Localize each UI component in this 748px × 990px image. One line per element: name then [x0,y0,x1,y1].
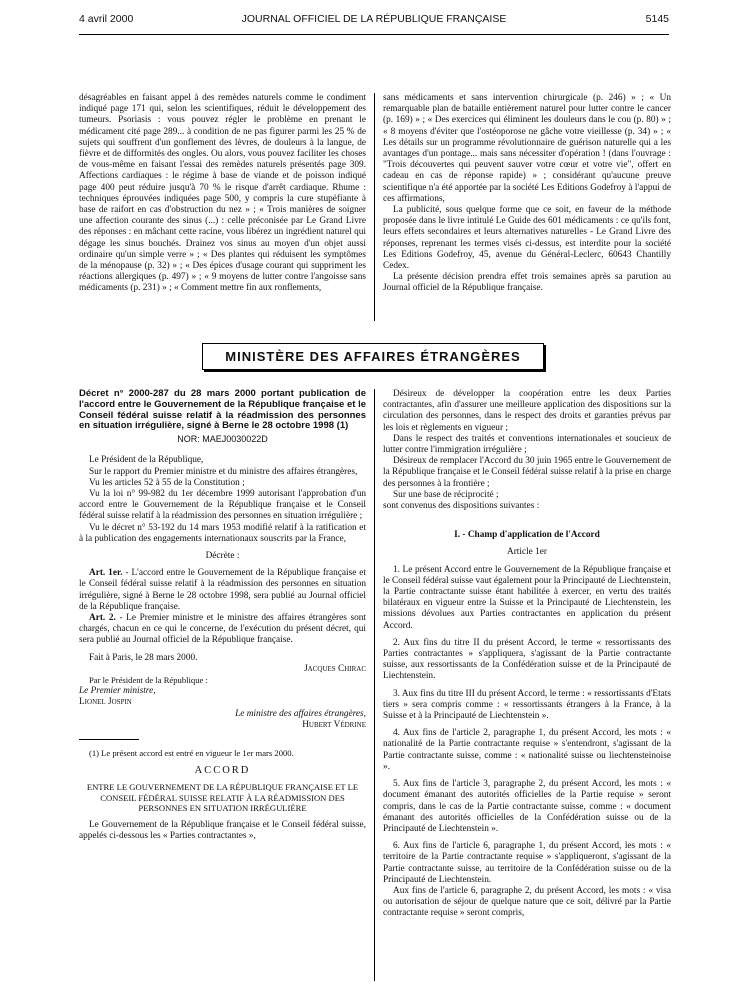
article-heading: Article 1er [506,547,547,558]
decree-title: Décret n° 2000-287 du 28 mars 2000 portant publication de l'accord entre le Gouvernement de la République française et le Conseil fédéral suisse relatif à la réadmission des personnes en situation irrégulière, signé à Berne le 28 octobre 1998 (1) [79,388,366,432]
column-divider [374,389,375,981]
accord-article-paragraph: Aux fins de l'article 6, paragraphe 2, du présent Accord, les mots : « visa ou autorisation de séjour de quelque nature que ce soit, délivré par la Partie contractante requise » seront compris, [383,885,671,919]
page-header [79,14,669,28]
footnote: (1) Le présent accord est entré en vigueur le 1er mars 2000. [89,748,294,759]
accord-article-paragraph: 3. Aux fins du titre III du présent Accord, le terme : « ressortissants d'Etats tiers » sera compris comme : « ressortissants étrangers à la France, à la Suisse et à la Principauté de Liechtenstein ». [383,688,671,722]
article-2 [79,613,366,647]
article-1 [79,568,366,613]
decree-column [79,389,366,842]
by-president: Par le Président de la République : [89,675,208,686]
accord-intro: Le Gouvernement de la République française et le Conseil fédéral suisse, appelés ci-dessous les « Parties contractantes », [79,819,366,841]
top-left-paragraph: désagréables en faisant appel à des remèdes naturels comme le condiment indiqué page 171 qui, selon les scientifiques, réduit le développement des tumeurs. Psoriasis : vous pouvez régler le problème en prenant le médicament cité page 289... à condition de ne pas figurer parmi les 25 % de sujets qui souffrent d'un gonflement des lèvres, de douleurs à la langue, de fièvre et de difformités des ongles. Ou alors, vous pouvez faciliter les choses de vous-même en faisant l'essai des remèdes naturels présentés page 309. Affections cardiaques : le régime à base de viande et de poisson indiqué page 400 peut réduire jusqu'à 70 % le risque d'arrêt cardiaque. Rhume : techniques éprouvées indiquées page 500, y compris la cure stupéfiante à base de raifort en cas d'obstruction du nez » ; « Trois manières de soigner une affection courante des sinus (...) : celle préconisée par Le Grand Livre des réponses : en mâchant cette racine, vous libérez un ingrédient naturel qui dégage les sinus bouchés. Drainez vos sinus au moyen d'un objet aussi ordinaire qu'un simple verre » ; « Des plantes qui réduisent les symptômes de la ménopause (p. 32) » ; « Des épices d'usage courant qui suppriment les réactions allergiques (p. 497) » ; « 9 moyens de lutter contre l'angoisse sans médicaments (p. 231) » ; « Comment mettre fin aux ronflements, [79,93,366,294]
ministry-banner: MINISTÈRE DES AFFAIRES ÉTRANGÈRES [202,343,544,370]
minister-name: Hubert Védrine [302,719,366,730]
article-1-text: - L'accord entre le Gouvernement de la République française et le Conseil fédéral suisse relatif à la réadmission des personnes en situation irrégulière, signé à Berne le 28 octobre 1998, sera publié au Journal officiel de la République française. [79,568,366,612]
decree-paragraph: Sur le rapport du Premier ministre et du ministre des affaires étrangères, [89,466,358,477]
section-heading: I. - Champ d'application de l'Accord [454,530,600,541]
top-right-paragraph: La présente décision prendra effet trois semaines après sa parution au Journal officiel de la République française. [383,272,671,294]
top-right-paragraph: sans médicaments et sans intervention chirurgicale (p. 246) » ; « Un remarquable plan de bataille entièrement naturel pour lutter contre le cancer (p. 169) » ; « Des exercices qui éliminent les douleurs dans le cou (p. 80) » ; « 8 moyens d'éviter que l'ostéoporose ne gâche votre vieillesse (p. 34) » ; « Les détails sur un programme révolutionnaire de guérison naturelle qui a les avantages d'un pontage... mais sans nécessiter d'opération ! (dans l'ouvrage : "Trois découvertes qui peuvent sauver votre cœur et votre vie", offert en cadeau en cas de réponse rapide) » ; considérant qu'aucune preuve scientifique n'a été apportée par la société Les Editions Godefroy à l'appui de ces affirmations, [383,93,671,204]
header-page-number: 5145 [645,13,669,25]
accord-subtitle: ENTRE LE GOUVERNEMENT DE LA RÉPUBLIQUE FRANÇAISE ET LE CONSEIL FÉDÉRAL SUISSE RELATIF À LA RÉADMISSION DES PERSONNES EN SITUATION IRRÉGULIÈRE [86,782,359,814]
accord-article-paragraph: 5. Aux fins de l'article 3, paragraphe 2, du présent Accord, les mots : « document émanant des autorités officielles de la Partie requise » seront compris, dans le cas de la Partie contractante suisse, comme : « document émanant des autorités officielles de la Confédération suisse ou de la Principauté de Liechtenstein ». [383,779,671,834]
column-divider [374,93,375,321]
article-2-label: Art. 2. [89,613,116,624]
accord-paragraph: Désireux de développer la coopération entre les deux Parties contractantes, afin d'assurer une meilleure application des dispositions sur la circulation des personnes, dans le respect des droits et garanties prévus par les lois et règlements en vigueur ; [383,389,671,433]
top-right-column [383,93,671,295]
article-2-text: - Le Premier ministre et le ministre des affaires étrangères sont chargés, chacun en ce qui le concerne, de l'exécution du présent décret, qui sera publié au Journal officiel de la République française. [79,613,366,646]
minister-title: Le ministre des affaires étrangères, [235,708,366,719]
decree-paragraph: Vu le décret n° 53-192 du 14 mars 1953 modifié relatif à la ratification et à la publication des engagements internationaux souscrits par la France, [79,522,366,544]
decree-paragraph: Vu la loi n° 99-982 du 1er décembre 1999 autorisant l'approbation d'un accord entre le Gouvernement de la République française et le Conseil fédéral suisse relatif à la réadmission des personnes en situation irrégulière ; [79,489,366,522]
accord-article-paragraph: 1. Le présent Accord entre le Gouvernement de la République française et le Conseil fédéral suisse vaut également pour la Principauté de Liechtenstein, la Partie contractante suisse étant habilitée à exercer, en vertu des traités bilatéraux en vigueur entre la Suisse et la Principauté de Liechtenstein, les missions dévolues aux Parties contractantes en application du présent Accord. [383,564,671,631]
accord-article-paragraph: 2. Aux fins du titre II du présent Accord, le terme « ressortissants des Parties contractantes » s'appliquera, s'agissant de la Partie contractante suisse, aux ressortissants de la Confédération suisse et de la Principauté de Liechtenstein. [383,637,671,682]
article-1-label: Art. 1er. [89,568,123,579]
pm-name: Lionel Jospin [79,697,132,708]
decree-paragraph: Le Président de la République, [89,455,204,466]
decrete-label: Décrète : [205,551,240,562]
signer-president: Jacques Chirac [304,663,366,674]
pm-title: Le Premier ministre, [79,686,156,697]
decree-nor: NOR: MAEJ0030022D [177,434,268,445]
top-right-paragraph: La publicité, sous quelque forme que ce soit, en faveur de la méthode proposée dans le livre intitulé Le Guide des 601 médicaments : ce qu'ils font, leurs effets secondaires et leurs alternatives naturelles - Le Grand Livre des réponses, reprenant les termes visés ci-dessus, est interdite pour la société Les Editions Godefroy, 45, avenue du Général-Leclerc, 60643 Chantilly Cedex. [383,205,671,272]
accord-agreed: sont convenus des dispositions suivantes : [383,501,540,512]
top-left-column [79,93,366,295]
accord-paragraph: Sur une base de réciprocité ; [393,489,499,500]
accord-article-paragraph: 6. Aux fins de l'article 6, paragraphe 1, du présent Accord, les mots : « territoire de la Partie contractante requise » s'appliqueront, s'agissant de la Partie contractante suisse, au territoire de la Confédération suisse ou de la Principauté de Liechtenstein. [383,841,671,885]
accord-paragraph: Dans le respect des traités et conventions internationales et soucieux de lutter contre l'immigration irrégulière ; [383,433,671,456]
decree-paragraph: Vu les articles 52 à 55 de la Constitution ; [89,477,245,488]
accord-article-paragraph: 4. Aux fins de l'article 2, paragraphe 1, du présent Accord, les mots : « nationalité de la Partie contractante requise » s'entendront, s'agissant de la Partie contractante suisse, comme : « nationalité suisse ou liechtensteinoise ». [383,728,671,772]
header-rule [79,34,669,35]
header-journal-title: JOURNAL OFFICIEL DE LA RÉPUBLIQUE FRANÇAISE [241,13,507,25]
header-date: 4 avril 2000 [79,13,134,25]
accord-paragraph: Désireux de remplacer l'Accord du 30 juin 1965 entre le Gouvernement de la République française et le Conseil fédéral suisse relatif à la prise en charge des personnes à la frontière ; [383,456,671,489]
footnote-rule [79,739,139,740]
signature-date: Fait à Paris, le 28 mars 2000. [89,652,198,663]
accord-title: ACCORD [194,765,251,777]
accord-column [383,389,671,920]
